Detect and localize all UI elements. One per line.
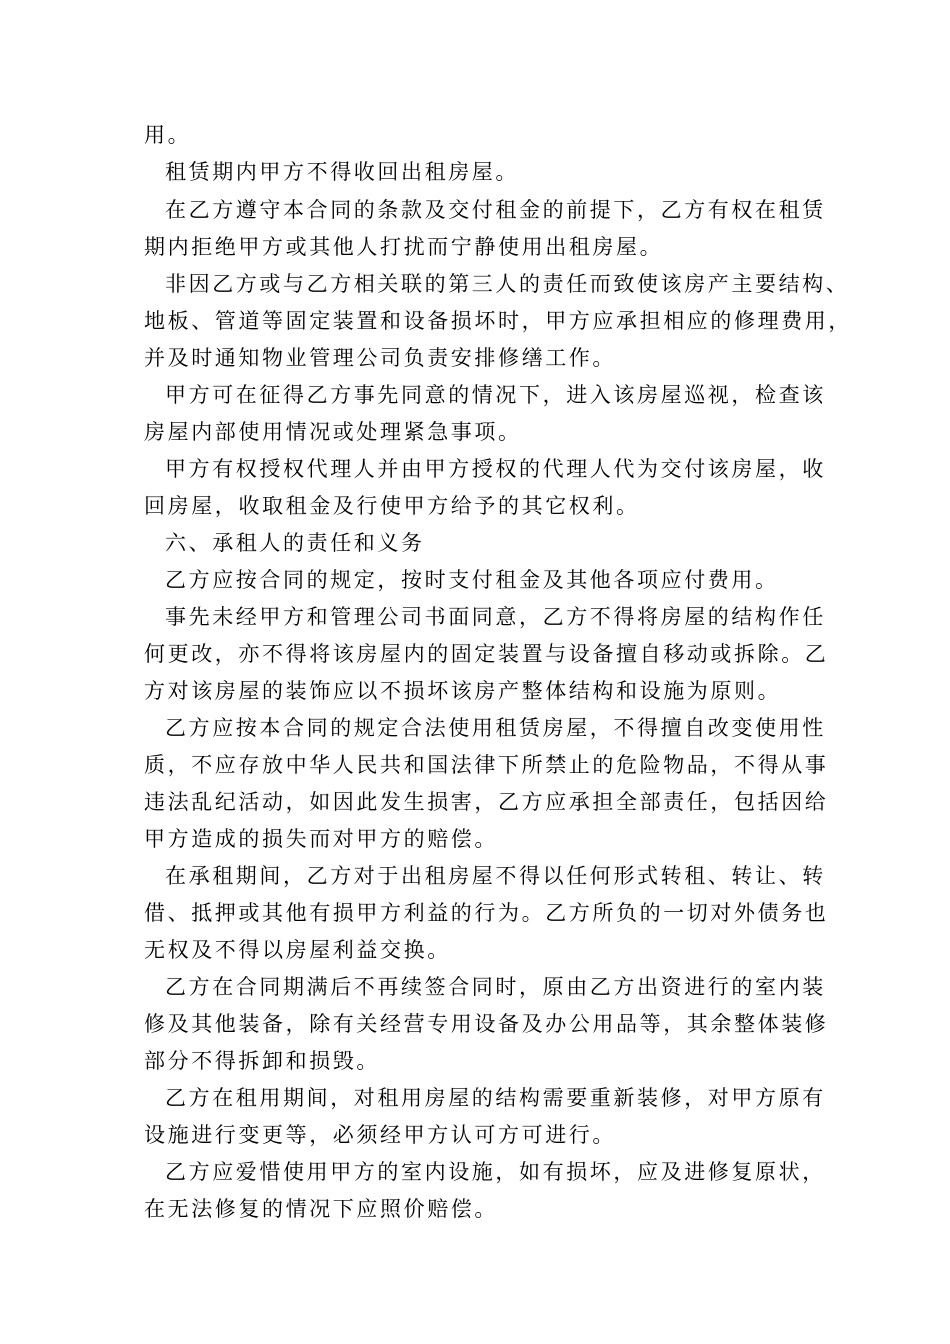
text-line: 借、抵押或其他有损甲方利益的行为。乙方所负的一切对外债务也	[144, 901, 829, 925]
text-line: 设施进行变更等，必须经甲方认可方可进行。	[144, 1123, 616, 1147]
text-line: 用。	[144, 123, 192, 147]
section-heading: 六、承租人的责任和义务	[165, 531, 425, 555]
text-line: 修及其他装备，除有关经营专用设备及办公用品等，其余整体装修	[144, 1012, 829, 1036]
text-line: 乙方在租用期间，对租用房屋的结构需要重新装修，对甲方原有	[165, 1086, 826, 1110]
text-line: 部分不得拆卸和损毁。	[144, 1049, 380, 1073]
text-line: 租赁期内甲方不得收回出租房屋。	[165, 160, 519, 184]
text-line: 事先未经甲方和管理公司书面同意，乙方不得将房屋的结构作任	[165, 605, 826, 629]
text-line: 在乙方遵守本合同的条款及交付租金的前提下，乙方有权在租赁	[165, 198, 826, 222]
text-line: 房屋内部使用情况或处理紧急事项。	[144, 420, 522, 444]
text-line: 乙方应按本合同的规定合法使用租赁房屋，不得擅自改变使用性	[165, 716, 826, 740]
text-line: 非因乙方或与乙方相关联的第三人的责任而致使该房产主要结构、	[165, 272, 850, 296]
text-line: 无权及不得以房屋利益交换。	[144, 938, 451, 962]
text-line: 乙方在合同期满后不再续签合同时，原由乙方出资进行的室内装	[165, 975, 826, 999]
text-line: 甲方造成的损失而对甲方的赔偿。	[144, 827, 498, 851]
text-line: 在承租期间，乙方对于出租房屋不得以任何形式转租、转让、转	[165, 864, 826, 888]
text-line: 在无法修复的情况下应照价赔偿。	[144, 1197, 498, 1221]
text-line: 质，不应存放中华人民共和国法律下所禁止的危险物品，不得从事	[144, 753, 829, 777]
text-line: 回房屋，收取租金及行使甲方给予的其它权利。	[144, 494, 640, 518]
text-line: 地板、管道等固定装置和设备损坏时，甲方应承担相应的修理费用，	[144, 309, 852, 333]
text-line: 期内拒绝甲方或其他人打扰而宁静使用出租房屋。	[144, 235, 664, 259]
text-line: 方对该房屋的装饰应以不损坏该房产整体结构和设施为原则。	[144, 679, 782, 703]
text-line: 违法乱纪活动，如因此发生损害，乙方应承担全部责任，包括因给	[144, 790, 829, 814]
text-line: 甲方可在征得乙方事先同意的情况下，进入该房屋巡视，检查该	[165, 383, 826, 407]
text-line: 何更改，亦不得将该房屋内的固定装置与设备擅自移动或拆除。乙	[144, 642, 829, 666]
text-line: 甲方有权授权代理人并由甲方授权的代理人代为交付该房屋，收	[165, 457, 826, 481]
text-line: 乙方应按合同的规定，按时支付租金及其他各项应付费用。	[165, 568, 779, 592]
text-line: 乙方应爱惜使用甲方的室内设施，如有损坏，应及进修复原状，	[165, 1160, 826, 1184]
text-line: 并及时通知物业管理公司负责安排修缮工作。	[144, 346, 616, 370]
